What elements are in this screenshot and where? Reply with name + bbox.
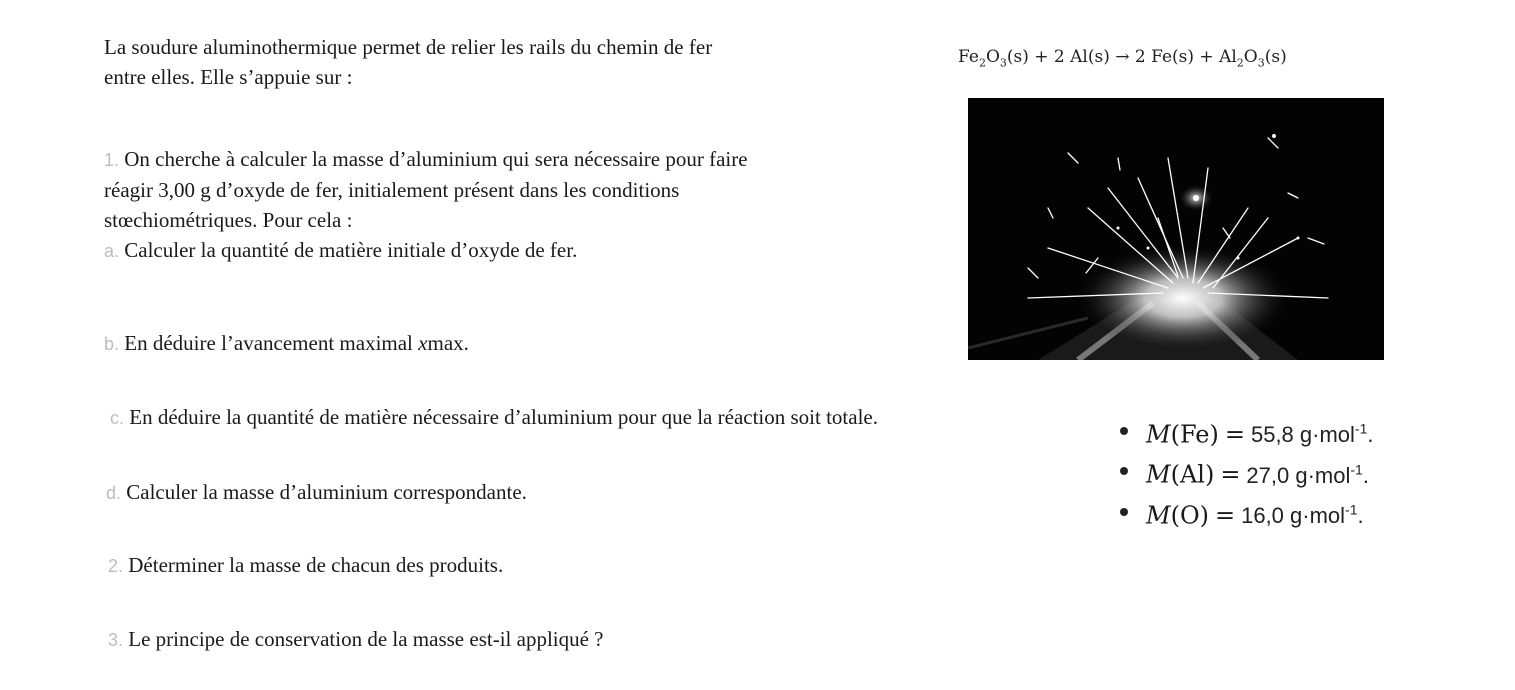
- intro-line-1: La soudure aluminothermique permet de relier les rails du chemin de fer: [104, 35, 713, 59]
- reaction-equation: $Fe_2O_3(s) + 2$ Al(s) → 2 $Fe(s) + Al_2O_3(s)$: [958, 47, 1287, 70]
- question-c: [110, 402, 878, 433]
- question-line: On cherche à calculer la masse d’aluminium qui sera nécessaire pour faire: [124, 147, 748, 171]
- question-number: b.: [104, 334, 120, 354]
- question-d: [106, 477, 527, 508]
- question-number: a.: [104, 241, 120, 261]
- molar-mass-fe: M(Fe) = 55,8 g·mol$^{-1}$.: [1116, 412, 1374, 452]
- question-number: 1.: [104, 150, 120, 170]
- question-3: [108, 624, 604, 655]
- question-number: c.: [110, 408, 125, 428]
- question-line: réagir 3,00 g d’oxyde de fer, initialement présent dans les conditions: [104, 178, 680, 202]
- question-text: Déterminer la masse de chacun des produits.: [128, 553, 504, 577]
- molar-mass-o: M(O) = 16,0 g·mol$^{-1}$.: [1116, 493, 1374, 533]
- thermite-welding-photo: [968, 98, 1384, 360]
- question-1: [104, 144, 944, 266]
- sparks-image: [968, 98, 1384, 360]
- question-text: Calculer la quantité de matière initiale d’oxyde de fer.: [124, 238, 578, 262]
- variable-x: x: [418, 331, 428, 355]
- molar-masses-list: [1116, 412, 1374, 533]
- intro-text: [104, 32, 924, 92]
- question-number: 3.: [108, 630, 124, 650]
- question-number: 2.: [108, 556, 124, 576]
- molar-mass-al: M(Al) = 27,0 g·mol$^{-1}$.: [1116, 452, 1374, 492]
- question-b: [104, 328, 469, 359]
- question-text: En déduire la quantité de matière nécessaire d’aluminium pour que la réaction soit totale.: [129, 405, 878, 429]
- question-2: [108, 550, 503, 581]
- question-text: Le principe de conservation de la masse est-il appliqué ?: [128, 627, 604, 651]
- question-text-end: max.: [427, 331, 469, 355]
- question-text: En déduire l’avancement maximal: [124, 331, 419, 355]
- intro-line-2: entre elles. Elle s’appuie sur :: [104, 65, 353, 89]
- question-number: d.: [106, 483, 122, 503]
- question-text: Calculer la masse d’aluminium correspondante.: [126, 480, 527, 504]
- question-line: stœchiométriques. Pour cela :: [104, 208, 353, 232]
